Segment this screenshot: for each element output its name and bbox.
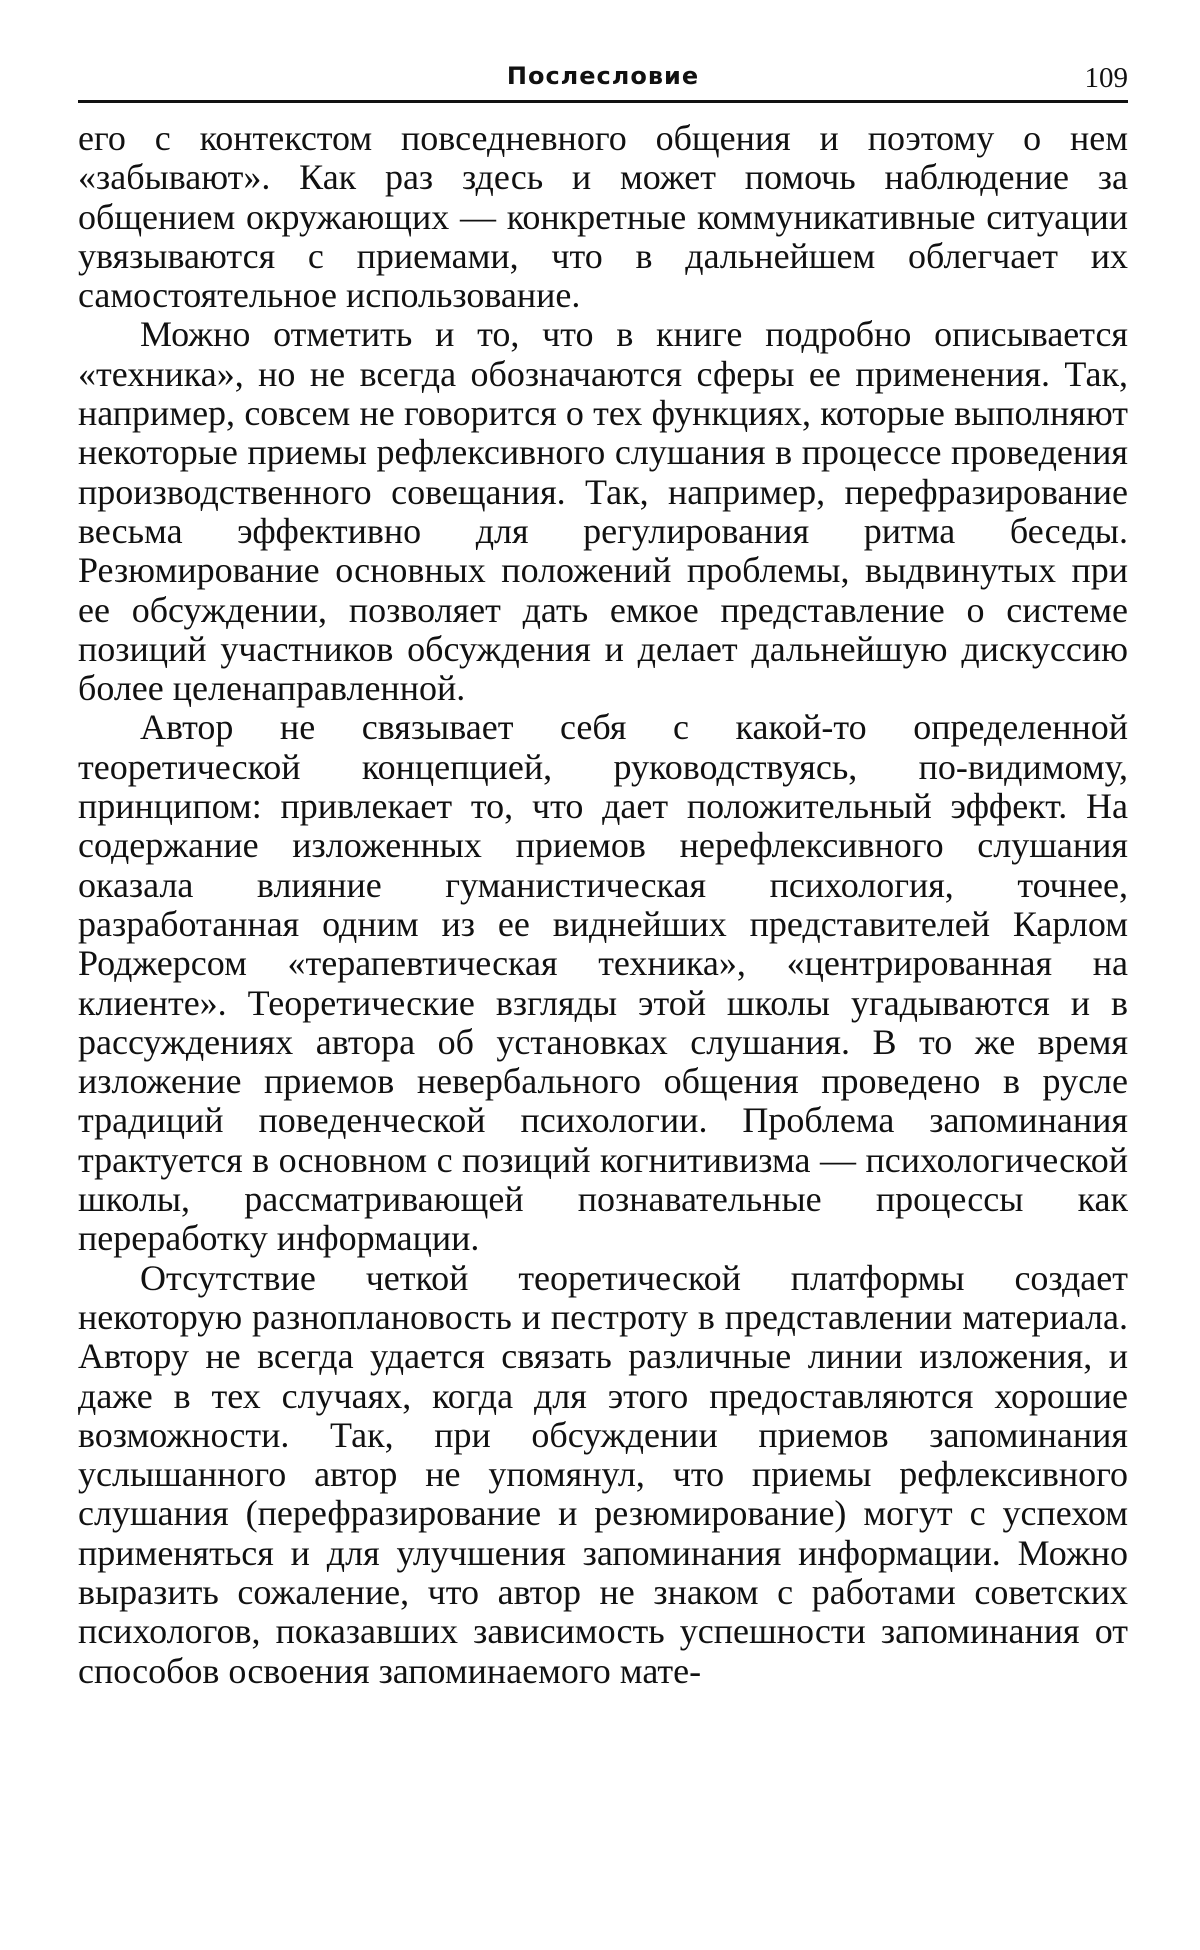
book-page	[78, 56, 1128, 1691]
chapter-title: Послесловие	[506, 62, 700, 90]
paragraph-4: Отсутствие четкой теоретической платформы создает некоторую разноплановость и пестроту в представлении материала. Автору не всегда удается связать различные линии изложения, и даже в тех случаях, когда для этого предоставляются хорошие возможности. Так, при обсуждении приемов запоминания услышанного автор не упомянул, что приемы рефлексивного слушания (перефразирование и резюмирование) могут с успехом применяться и для улучшения запоминания информации. Можно выразить сожаление, что автор не знаком с работами советских психологов, показавших зависимость успешности запоминания от способов освоения запоминаемого мате-	[78, 1257, 1128, 1691]
running-head	[78, 56, 1128, 103]
paragraph-3: Автор не связывает себя с какой-то определенной теоретической концепцией, руководствуясь, по-видимому, принципом: привлекает то, что дает положительный эффект. На содержание изложенных приемов нерефлексивного слушания оказала влияние гуманистическая психология, точнее, разработанная одним из ее виднейших представителей Карлом Роджерсом «терапевтическая техника», «центрированная на клиенте». Теоретические взгляды этой школы угадываются и в рассуждениях автора об установках слушания. В то же время изложение приемов невербального общения проведено в русле традиций поведенческой психологии. Проблема запоминания трактуется в основном с позиций когнитивизма — психологической школы, рассматривающей познавательные процессы как переработку информации.	[78, 707, 1128, 1259]
paragraph-1: его с контекстом повседневного общения и поэтому о нем «забывают». Как раз здесь и может помочь наблюдение за общением окружающих — конкретные коммуникативные ситуации увязываются с приемами, что в дальнейшем облегчает их самостоятельное использование.	[78, 118, 1128, 316]
body-text	[78, 119, 1128, 1691]
paragraph-2: Можно отметить и то, что в книге подробно описывается «техника», но не всегда обозначаются сферы ее применения. Так, например, совсем не говорится о тех функциях, которые выполняют некоторые приемы рефлексивного слушания в процессе проведения производственного совещания. Так, например, перефразирование весьма эффективно для регулирования ритма беседы. Резюмирование основных положений проблемы, выдвинутых при ее обсуждении, позволяет дать емкое представление о системе позиций участников обсуждения и делает дальнейшую дискуссию более целенаправленной.	[78, 314, 1128, 709]
page-number: 109	[1084, 62, 1128, 94]
